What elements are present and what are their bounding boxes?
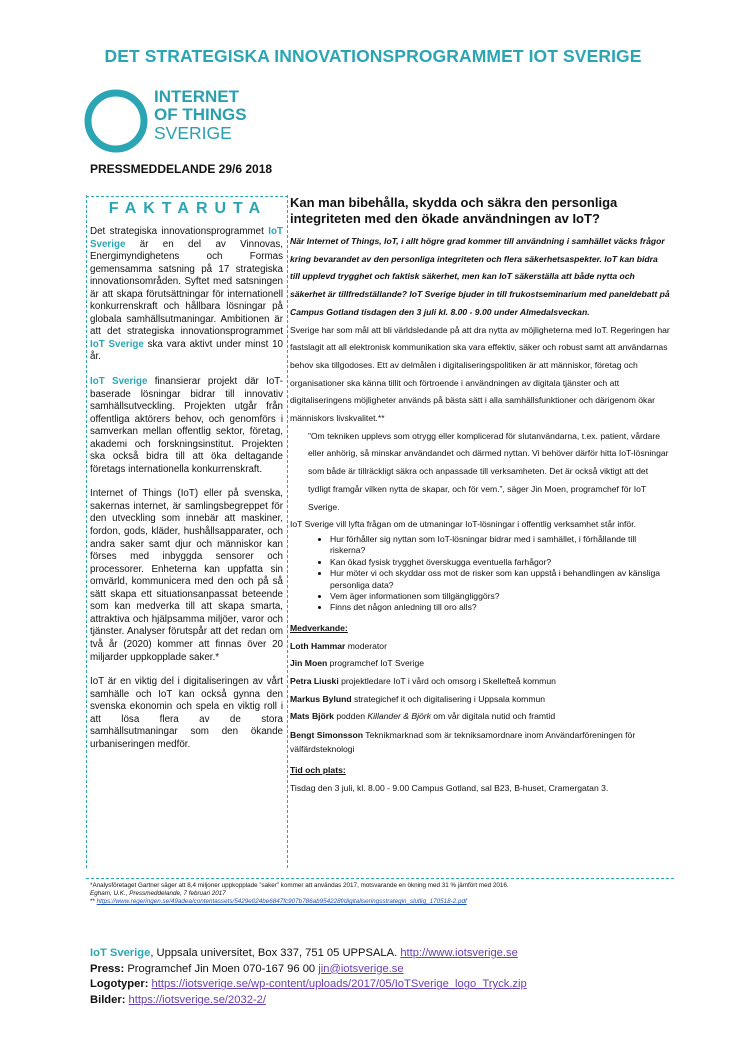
list-item: • Vem äger informationen som tillgängliggörs? [330, 591, 670, 602]
article-quote: ”Om tekniken upplevs som otrygg eller komplicerad för slutanvändarna, t.ex. patient, vårdare eller anhörig, så minskar användandet och därmed nyttan. Vi behöver därför hitta IoT-lösningar som både är tillräckligt säkra och anpassade till verksamheten. Det är också viktigt att det tydligt framgår vilken nytta de skapar, och för vem.”, säger Jin Moen, programchef för IoT Sverige. [308, 430, 669, 512]
logo-ring-icon [80, 88, 160, 158]
logos-label: Logotyper: [90, 978, 149, 991]
participant [290, 708, 670, 726]
footnote-2 [90, 898, 670, 906]
participant-name: Jin Moen [290, 658, 328, 669]
article-body-1: Sverige har som mål att bli världsledande på att dra nytta av möjligheterna med IoT. Regeringen har fastslagit att all elektronisk kommunikation ska vara effektiv, säker och robust samt att användarnas behov ska tillgodoses. Ett av delmålen i digitaliseringspolitiken är att människor, företag och organisationer ska känna tillit och förtroende i användningen av digitala tjänster och att digitaliseringens möjligheter används på bästa sätt i alla samhällsfunktioner och därigenom ökar människors livskvalitet.** [290, 324, 670, 424]
participant-name: Markus Bylund [290, 693, 352, 704]
participant [290, 691, 670, 709]
text-span: ska vara aktivt under minst 10 år. [90, 338, 283, 363]
question-list [290, 534, 670, 614]
brand-name: IoT Sverige [90, 947, 151, 959]
press-label: Press: [90, 962, 125, 975]
participant-role: moderator [345, 640, 387, 651]
brand-name: IoT Sverige [90, 226, 283, 250]
participant-role: Teknikmarknad som är tekniksamordnare inom Användarföreningen för välfärdsteknologi [290, 730, 636, 755]
participant-role: strategichef it och digitalisering i Uppsala kommun [351, 693, 546, 704]
participant-name: Mats Björk [290, 711, 334, 722]
faktaruta-text [90, 226, 283, 751]
text-span: Det strategiska innovationsprogrammet [90, 226, 269, 237]
article [290, 195, 670, 797]
logo-line-1: INTERNET [154, 87, 239, 106]
list-item: • Hur möter vi och skyddar oss mot de risker som kan uppstå i behandlingen av känsliga personliga data? [330, 568, 670, 591]
participants-heading: Medverkande: [290, 622, 348, 633]
participant [290, 638, 670, 656]
contact-logos-line [90, 977, 690, 993]
faktaruta-paragraph-3: Internet of Things (IoT) eller på svenska, sakernas internet, är samlingsbegreppet för den utveckling som innebär att maskiner, fordon, gods, kläder, hushållsapparater, och andra saker samt djur och människor kan förses med inbyggda sensorer och processorer. Enheterna kan uppfatta sin omvärld, kommunicera med den och på så sätt skapa ett situationsanpassat beteende som kan medverka till att skapa smarta, attraktiva och hjälpsamma miljöer, varor och tjänster. Analyser förutspår att det redan om två år (2020) kommer att finnas över 20 miljarder uppkopplade saker.* [90, 488, 283, 663]
participant-name: Petra Liuski [290, 675, 339, 686]
faktaruta-paragraph-2 [90, 376, 283, 476]
footnotes [90, 882, 670, 907]
participant-name: Loth Hammar [290, 640, 346, 651]
footnote-link[interactable]: https://www.regeringen.se/49adea/contentassets/5429e024be6847fc907b786ab954228f/digitaliseringsstrategin_slutlig_170518-2.pdf [96, 898, 467, 906]
participant [290, 673, 670, 691]
logo-line-3: SVERIGE [154, 123, 232, 143]
images-label: Bilder: [90, 994, 126, 1007]
footnote-1-source: Egham, U.K., Pressmeddelande, 7 februari 2017 [90, 890, 226, 898]
images-link[interactable]: https://iotsverige.se/2032-2/ [128, 994, 266, 1007]
address-text: , Uppsala universitet, Box 337, 751 05 UPPSALA. [150, 947, 401, 959]
time-heading: Tid och plats: [290, 765, 346, 776]
list-item: • Kan ökad fysisk trygghet överskugga eventuella farhågor? [330, 557, 670, 568]
participant [290, 728, 670, 756]
list-item: • Hur förhåller sig nyttan som IoT-lösningar bidrar med i samhället, i förhållande till riskerna? [330, 534, 670, 557]
contact-press-line [90, 962, 690, 978]
brand-name: IoT Sverige [90, 376, 148, 388]
time-text: Tisdag den 3 juli, kl. 8.00 - 9.00 Campus Gotland, sal B23, B-huset, Cramergatan 3. [290, 782, 609, 793]
footnote-divider [86, 878, 674, 879]
article-body-2: IoT Sverige vill lyfta frågan om de utmaningar IoT-lösningar i offentlig verksamhet står inför. [290, 519, 636, 530]
participant-role: projektledare IoT i vård och omsorg i Skellefteå kommun [338, 675, 556, 686]
participant-role: podden [333, 711, 368, 722]
faktaruta-paragraph-1 [90, 226, 283, 364]
podcast-title: Killander & Björk [367, 711, 431, 722]
page-title: DET STRATEGISKA INNOVATIONSPROGRAMMET IOT SVERIGE [104, 46, 642, 66]
logos-link[interactable]: https://iotsverige.se/wp-content/uploads/2017/05/IoTSverige_logo_Tryck.zip [151, 978, 527, 991]
faktaruta-paragraph-4: IoT är en viktig del i digitaliseringen av vårt samhälle och IoT kan också gynna den svenska ekonomin och spela en viktig roll i att lösa flera av de stora samhällsutmaningar som den ökande urbaniseringen medför. [90, 676, 283, 750]
brand-name: IoT Sverige [90, 338, 144, 350]
press-email-link[interactable]: jin@iotsverige.se [318, 962, 404, 975]
article-intro: När Internet of Things, IoT, i allt högre grad kommer till användning i samhället väcks frågor kring bevarandet av den personliga integriteten och flera säkerhetsaspekter. IoT kan bidra till upplevd trygghet och faktisk säkerhet, men kan IoT säkerställa att både nytta och säkerhet är tillfredställande? IoT Sverige bjuder in till frukostseminarium med paneldebatt på Campus Gotland tisdagen den 3 juli kl. 8.00 - 9.00 under Almedalsveckan. [290, 236, 670, 317]
participant [290, 655, 670, 673]
faktaruta-heading: FAKTARUTA [108, 200, 268, 217]
contact-address-line [90, 946, 690, 962]
text-span: finansierar projekt där IoT-baserade lösningar bidrar till innovativ samhällsutveckling. Projekten utgår från offentliga aktörers behov, och genomförs i samverkan mellan offentlig sektor, företag, akademi och forskningsinstitut. Projekten ska också bidra till att öka deltagande företags internationella konkurrenskraft. [90, 376, 283, 475]
article-headline: Kan man bibehålla, skydda och säkra den personliga integriteten med den ökade användningen av IoT? [290, 195, 618, 226]
contact-images-line [90, 993, 690, 1009]
participant-name: Bengt Simonsson [290, 730, 364, 741]
press-text: Programchef Jin Moen 070-167 96 00 [124, 962, 319, 975]
iot-sverige-logo [80, 88, 280, 158]
logo-line-2: OF THINGS [154, 105, 247, 124]
contact-block [90, 946, 690, 1009]
footnote-1: *Analysföretaget Gartner säger att 8,4 miljoner uppkopplade ”saker” kommer att användas 2017, motsvarande en ökning med 31 % jämfört med 2016. [90, 882, 509, 889]
footnote-marker: ** [90, 898, 97, 906]
participant-role: programchef IoT Sverige [327, 658, 425, 669]
website-link[interactable]: http://www.iotsverige.se [400, 947, 518, 959]
press-release-date: PRESSMEDDELANDE 29/6 2018 [90, 162, 273, 176]
text-span: är en del av Vinnovas, Energimyndighetens och Formas gemensamma satsning på 17 strategiska innovationsområden. Syftet med satsningen är att skapa förutsättningar för internationell konkurrenskraft och hållbara lösningar på globala samhällsutmaningar. Ambitionen är att det strategiska innovationsprogrammet [90, 238, 283, 338]
list-item: • Finns det någon anledning till oro alls? [330, 602, 670, 613]
participant-role: om vår digitala nutid och framtid [430, 711, 556, 722]
